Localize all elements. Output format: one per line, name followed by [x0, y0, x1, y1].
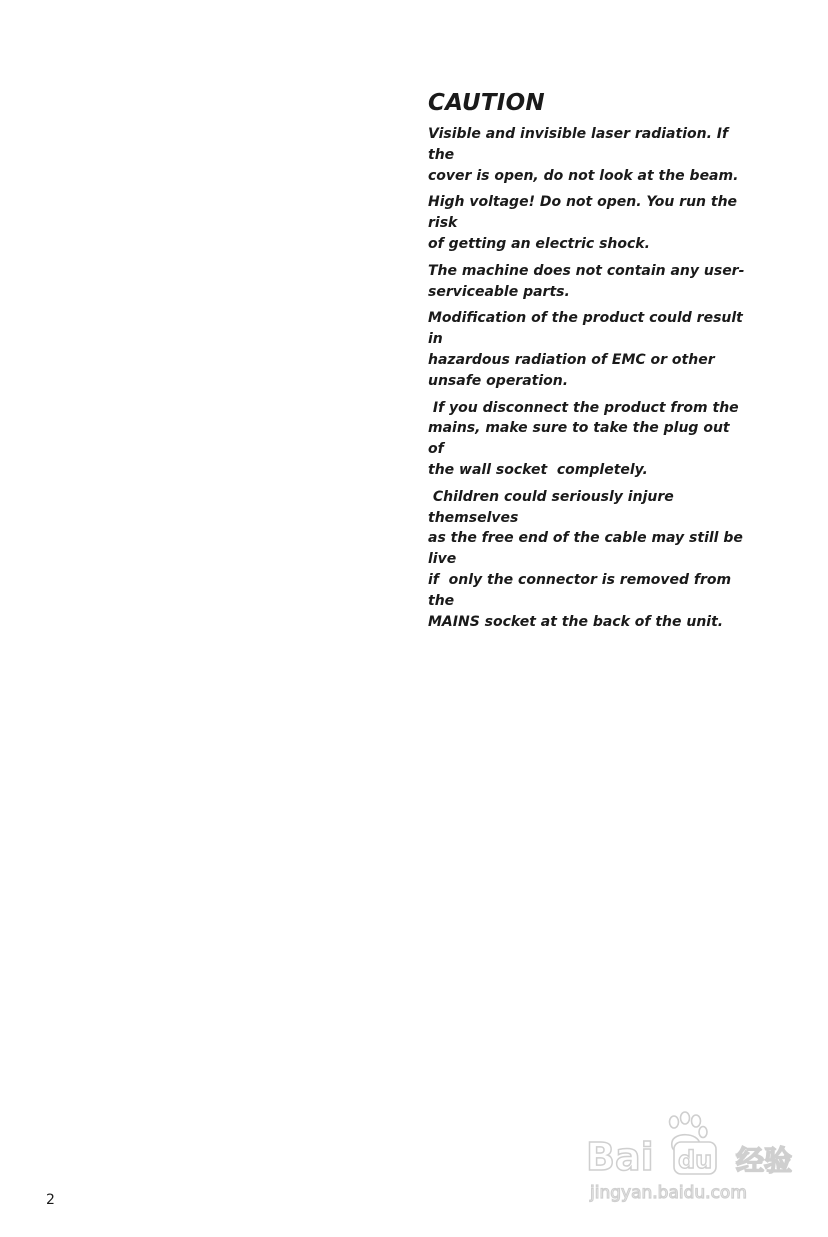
caution-heading: CAUTION [428, 90, 545, 116]
baidu-watermark-logo [586, 1112, 793, 1207]
svg-text:du: du [678, 1146, 713, 1174]
svg-text:Bai: Bai [586, 1135, 654, 1179]
svg-text:经验: 经验 [736, 1144, 793, 1177]
caution-paragraph-high-voltage: High voltage! Do not open. You run the risk of getting an electric shock. [428, 194, 738, 252]
caution-section [428, 86, 750, 638]
page-number: 2 [46, 1192, 55, 1208]
caution-paragraph-no-user-parts: The machine does not contain any user- serviceable parts. [428, 262, 745, 300]
caution-paragraph-children: Children could seriously injure themselves as the free end of the cable may still be live if only the connector is removed from the MAINS socket at the back of the unit. [428, 488, 743, 630]
caution-paragraph-modification: Modification of the product could result in hazardous radiation of EMC or other unsafe operation. [428, 310, 743, 389]
svg-text:jingyan.baidu.com: jingyan.baidu.com [590, 1183, 747, 1203]
caution-paragraph-laser: Visible and invisible laser radiation. If the cover is open, do not look at the beam. [428, 126, 739, 184]
caution-paragraph-disconnect: If you disconnect the product from the mains, make sure to take the plug out of the wall socket completely. [428, 399, 739, 478]
